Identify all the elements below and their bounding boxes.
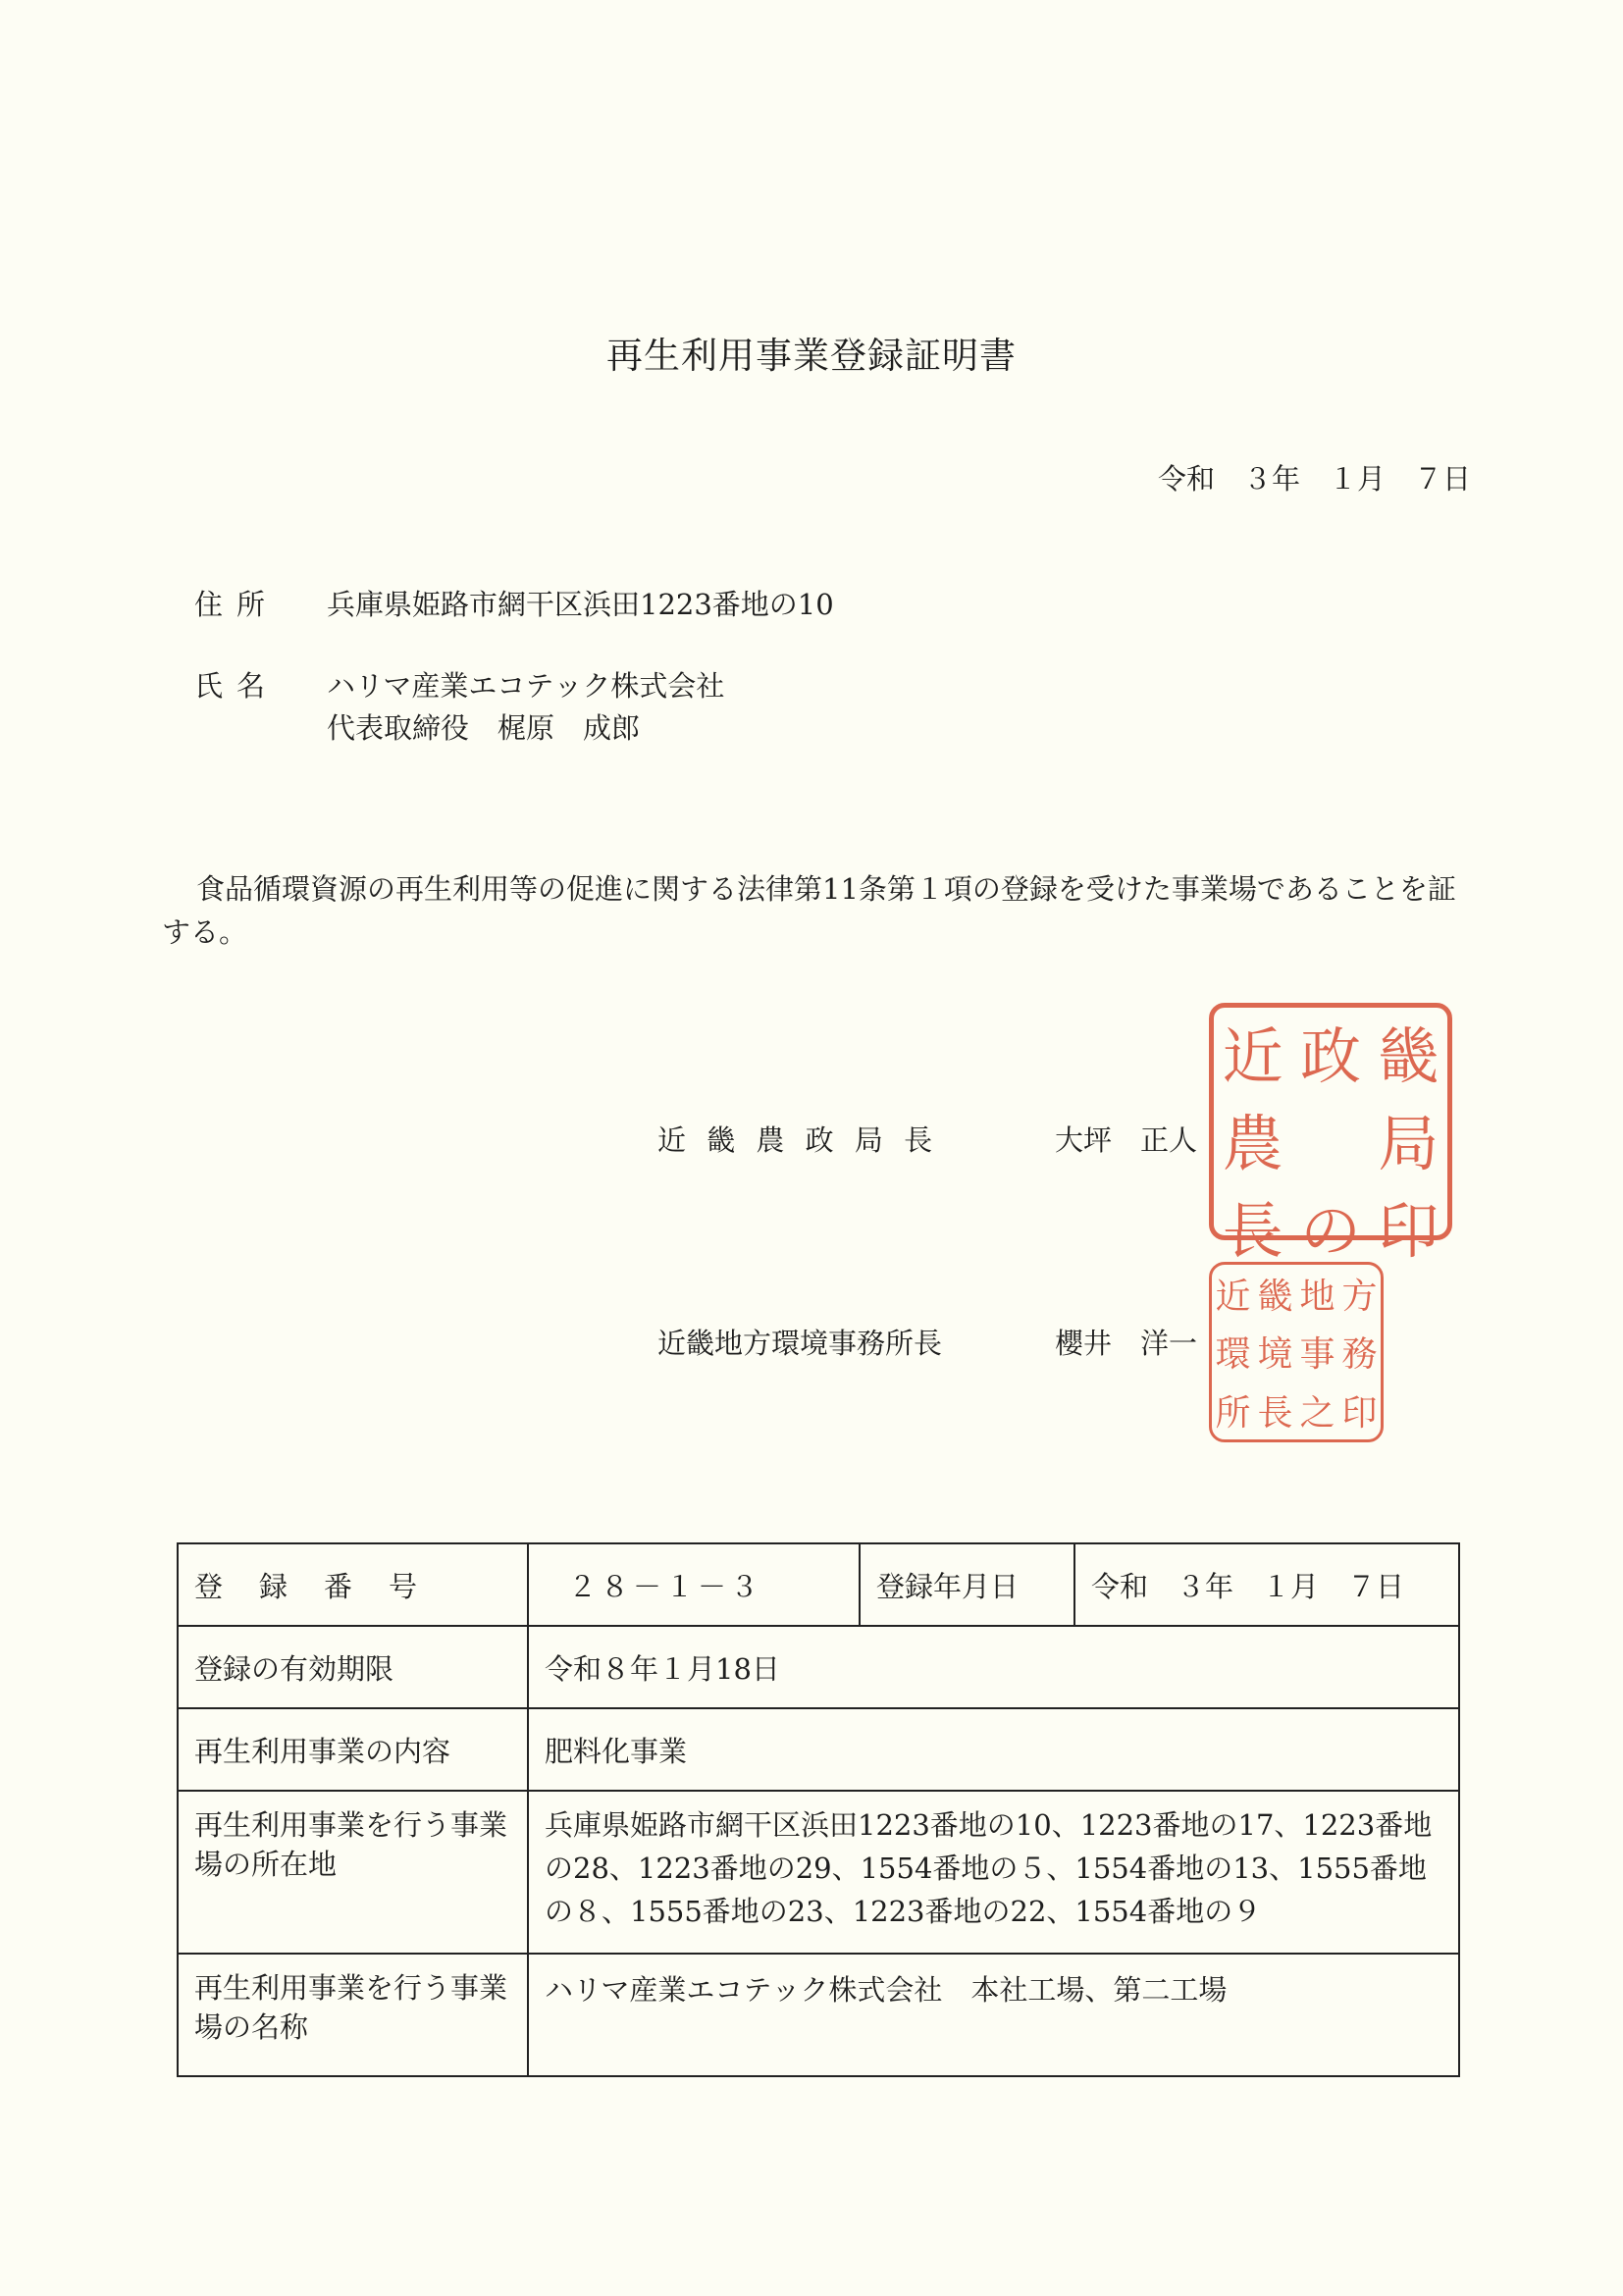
certification-statement: 食品循環資源の再生利用等の促進に関する法律第11条第１項の登録を受けた事業場であることを証する。 bbox=[162, 872, 1456, 949]
registration-table bbox=[177, 1542, 1460, 2077]
reg-date-label: 登録年月日 bbox=[860, 1543, 1074, 1626]
representative: 代表取締役 梶原 成郎 bbox=[327, 711, 641, 745]
reg-no: ２８－１－３ bbox=[528, 1543, 860, 1626]
row-label: 再生利用事業の内容 bbox=[178, 1708, 528, 1791]
address-label: 住所 bbox=[194, 588, 280, 621]
document-title: 再生利用事業登録証明書 bbox=[606, 335, 1017, 377]
company-name: ハリマ産業エコテック株式会社 bbox=[327, 669, 725, 703]
table-row bbox=[178, 1708, 1459, 1791]
seal-kinki-agriculture: 畿 局 印 政 の 近 農 長 bbox=[1209, 1003, 1452, 1240]
official-name-1: 大坪 正人 bbox=[1055, 1123, 1198, 1157]
name-label: 氏名 bbox=[194, 669, 280, 703]
row-value: ハリマ産業エコテック株式会社 本社工場、第二工場 bbox=[528, 1954, 1459, 2076]
row-label: 再生利用事業を行う事業場の名称 bbox=[178, 1954, 528, 2076]
table-row bbox=[178, 1543, 1459, 1626]
table-row bbox=[178, 1954, 1459, 2076]
seal-kinki-environment: 方 務 印 地 事 之 畿 境 長 近 環 所 bbox=[1209, 1262, 1384, 1442]
official-title-2: 近畿地方環境事務所長 bbox=[657, 1327, 943, 1360]
row-value: 兵庫県姫路市網干区浜田1223番地の10、1223番地の17、1223番地の28、1223番地の29、1554番地の５、1554番地の13、1555番地の８、1555番地の23、1223番地の22、1554番地の９ bbox=[528, 1791, 1459, 1954]
table-row bbox=[178, 1791, 1459, 1954]
address-value: 兵庫県姫路市網干区浜田1223番地の10 bbox=[327, 588, 834, 621]
reg-no-label: 登 録 番 号 bbox=[178, 1543, 528, 1626]
table-row bbox=[178, 1626, 1459, 1708]
row-value: 肥料化事業 bbox=[528, 1708, 1459, 1791]
official-title-1: 近 畿 農 政 局 長 bbox=[657, 1123, 939, 1157]
reg-date: 令和 ３年 １月 ７日 bbox=[1074, 1543, 1459, 1626]
issue-date: 令和 ３年 １月 ７日 bbox=[1157, 462, 1471, 496]
row-label: 再生利用事業を行う事業場の所在地 bbox=[178, 1791, 528, 1954]
official-name-2: 櫻井 洋一 bbox=[1055, 1327, 1198, 1360]
row-label: 登録の有効期限 bbox=[178, 1626, 528, 1708]
row-value: 令和８年１月18日 bbox=[528, 1626, 1459, 1708]
